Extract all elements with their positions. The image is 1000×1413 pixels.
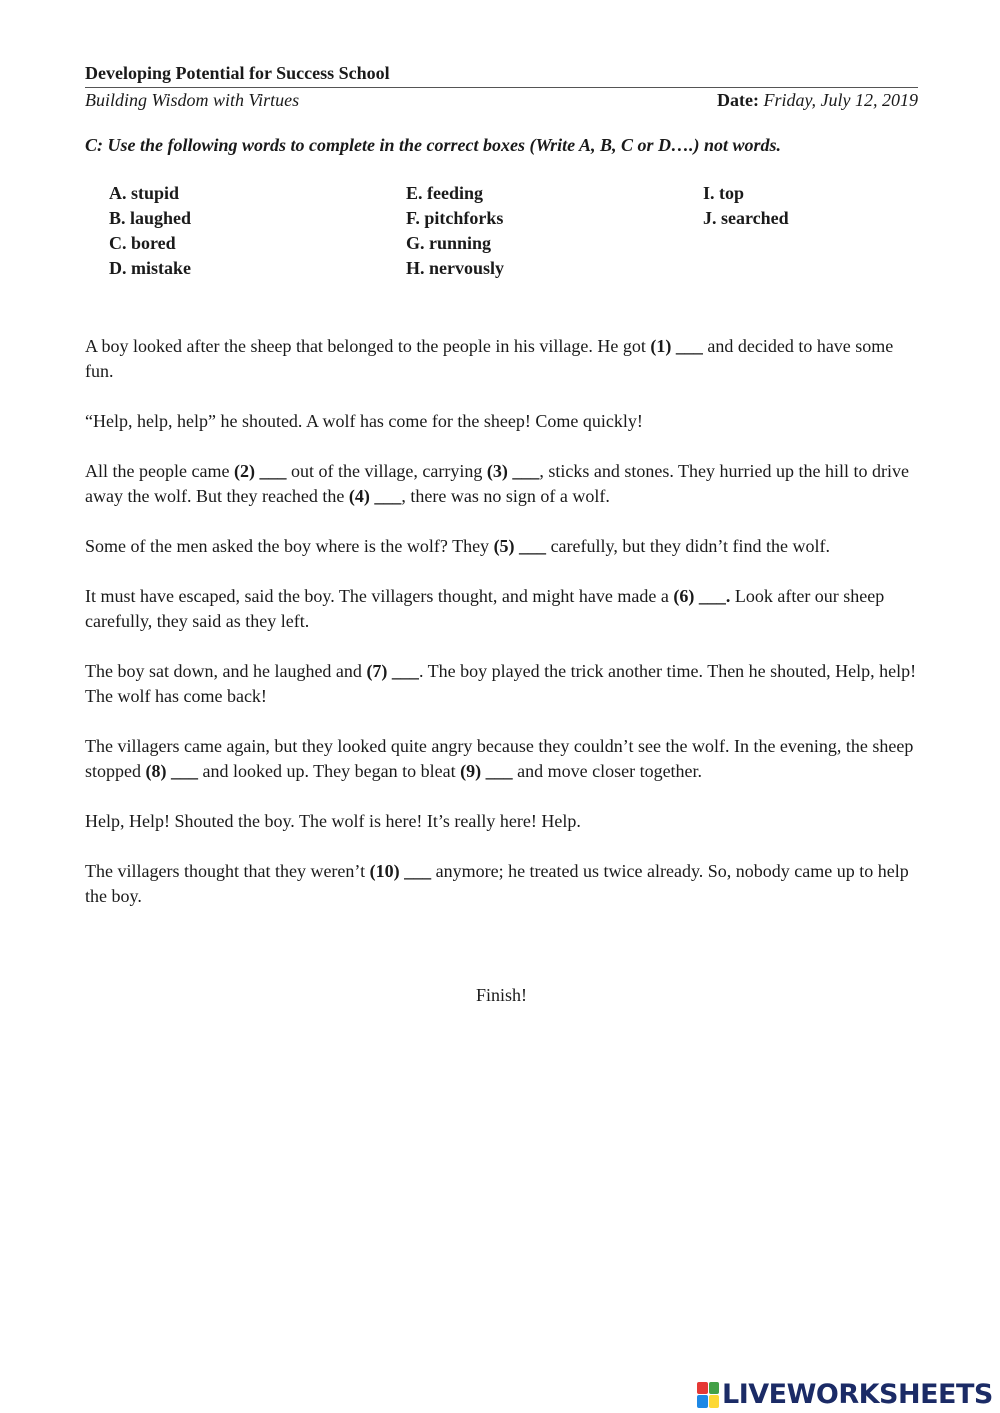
blank-9[interactable]: (9) ___ bbox=[460, 761, 513, 781]
story-text-run: It must have escaped, said the boy. The villagers thought, and might have made a bbox=[85, 586, 674, 606]
date bbox=[717, 90, 918, 111]
liveworksheets-logo bbox=[697, 1379, 993, 1410]
story-text-run: and looked up. They began to bleat bbox=[198, 761, 461, 781]
logo-text: LIVEWORKSHEETS bbox=[722, 1379, 993, 1410]
story-text-run: The villagers thought that they weren’t bbox=[85, 861, 370, 881]
blank-6[interactable]: (6) ___. bbox=[673, 586, 731, 606]
story-text-run: , there was no sign of a wolf. bbox=[401, 486, 610, 506]
logo-mark-icon bbox=[697, 1382, 719, 1408]
school-motto: Building Wisdom with Virtues bbox=[85, 90, 300, 110]
blank-5[interactable]: (5) ___ bbox=[493, 536, 547, 556]
story-text-run: “Help, help, help” he shouted. A wolf has come for the sheep! Come quickly! bbox=[85, 411, 643, 431]
story-text-run: , sticks and stones. They hurried up the hill to drive away the wolf. But they reached the bbox=[85, 461, 909, 506]
story-paragraph bbox=[85, 459, 918, 509]
story-text-run: anymore; he treated us twice already. So, nobody came up to help the boy. bbox=[85, 861, 909, 906]
story-paragraph bbox=[85, 659, 918, 709]
date-label: Date: bbox=[717, 90, 760, 110]
word-option: J. searched bbox=[703, 208, 789, 228]
date-value: Friday, July 12, 2019 bbox=[763, 90, 918, 110]
school-name: Developing Potential for Success School bbox=[85, 63, 390, 83]
word-option: D. mistake bbox=[109, 258, 191, 278]
story-paragraph bbox=[85, 534, 918, 559]
story-text-run: The boy sat down, and he laughed and bbox=[85, 661, 367, 681]
word-option: F. pitchforks bbox=[406, 208, 504, 228]
word-option: E. feeding bbox=[406, 183, 484, 203]
blank-7[interactable]: (7) ___ bbox=[366, 661, 419, 681]
word-option: A. stupid bbox=[109, 183, 180, 203]
story-text-run: . The boy played the trick another time. Then he shouted, Help, help! The wolf has come back! bbox=[85, 661, 917, 706]
word-option: G. running bbox=[406, 233, 492, 253]
word-option: H. nervously bbox=[406, 258, 505, 278]
story-text-run: out of the village, carrying bbox=[286, 461, 487, 481]
word-option: C. bored bbox=[109, 233, 176, 253]
logo-tile bbox=[697, 1382, 708, 1395]
blank-4[interactable]: (4) ___ bbox=[348, 486, 402, 506]
logo-tile bbox=[697, 1395, 708, 1408]
story-text-run: All the people came bbox=[85, 461, 234, 481]
blank-10[interactable]: (10) ___ bbox=[369, 861, 432, 881]
story-text-run: Help, Help! Shouted the boy. The wolf is here! It’s really here! Help. bbox=[85, 811, 581, 831]
story-paragraph bbox=[85, 809, 918, 834]
word-option: B. laughed bbox=[109, 208, 192, 228]
story-text-run: Look after our sheep carefully, they said as they left. bbox=[85, 586, 885, 631]
instruction: C: Use the following words to complete in the correct boxes (Write A, B, C or D….) not words. bbox=[85, 135, 782, 155]
word-bank bbox=[109, 183, 909, 283]
story-text-run: The villagers came again, but they looked quite angry because they couldn’t see the wolf. In the evening, the sheep stopped bbox=[85, 736, 914, 781]
story-text bbox=[85, 334, 918, 934]
blank-3[interactable]: (3) ___ bbox=[486, 461, 540, 481]
blank-8[interactable]: (8) ___ bbox=[145, 761, 198, 781]
story-paragraph bbox=[85, 334, 918, 384]
story-paragraph bbox=[85, 409, 918, 434]
story-text-run: Some of the men asked the boy where is the wolf? They bbox=[85, 536, 494, 556]
story-text-run: and decided to have some fun. bbox=[85, 336, 894, 381]
blank-1[interactable]: (1) ___ bbox=[650, 336, 703, 356]
header-divider bbox=[85, 87, 918, 88]
story-text-run: and move closer together. bbox=[512, 761, 703, 781]
finish-label: Finish! bbox=[475, 985, 527, 1005]
blank-2[interactable]: (2) ___ bbox=[233, 461, 287, 481]
logo-tile bbox=[709, 1382, 720, 1395]
story-paragraph bbox=[85, 734, 918, 784]
logo-tile bbox=[709, 1395, 720, 1408]
story-paragraph bbox=[85, 584, 918, 634]
story-text-run: A boy looked after the sheep that belonged to the people in his village. He got bbox=[85, 336, 651, 356]
word-option: I. top bbox=[703, 183, 745, 203]
story-text-run: carefully, but they didn’t find the wolf. bbox=[546, 536, 830, 556]
story-paragraph bbox=[85, 859, 918, 909]
